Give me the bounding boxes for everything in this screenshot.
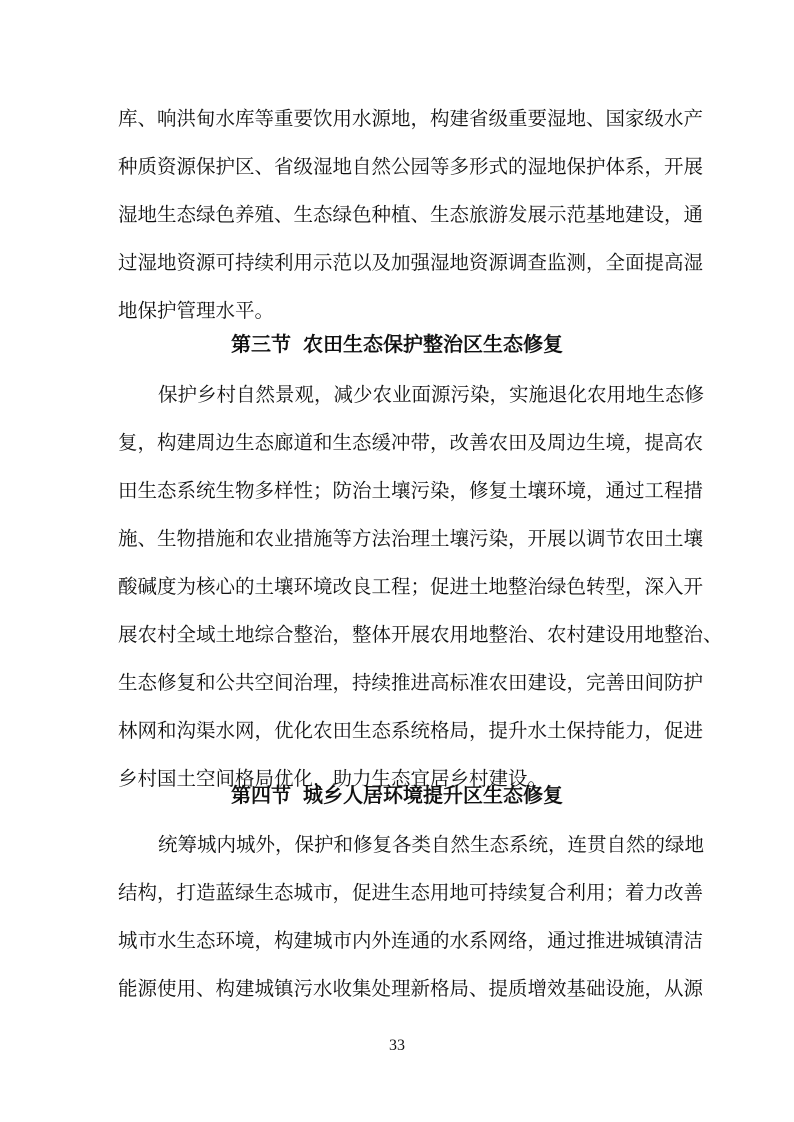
- paragraph-line: 酸碱度为核心的土壤环境改良工程；促进土地整治绿色转型，深入开: [118, 575, 704, 598]
- section-heading-3: [0, 331, 794, 357]
- paragraph-line: 城市水生态环境，构建城市内外连通的水系网络，通过推进城镇清洁: [118, 929, 704, 952]
- paragraph-line: 田生态系统生物多样性；防治土壤污染，修复土壤环境，通过工程措: [118, 479, 704, 502]
- paragraph-line: 地保护管理水平。: [118, 299, 275, 322]
- paragraph-line: 林网和沟渠水网，优化农田生态系统格局，提升水土保持能力，促进: [118, 719, 704, 742]
- paragraph-line: 种质资源保护区、省级湿地自然公园等多形式的湿地保护体系，开展: [118, 155, 704, 178]
- paragraph-line: 能源使用、构建城镇污水收集处理新格局、提质增效基础设施，从源: [118, 977, 704, 1000]
- section-heading-4: [0, 782, 794, 808]
- paragraph-farmland-restoration: [118, 383, 723, 791]
- section-title: 城乡人居环境提升区生态修复: [303, 783, 563, 807]
- paragraph-line: 保护乡村自然景观，减少农业面源污染，实施退化农用地生态修: [158, 383, 705, 406]
- section-number: 第三节: [231, 332, 291, 356]
- paragraph-line: 统筹城内城外，保护和修复各类自然生态系统，连贯自然的绿地: [158, 833, 705, 856]
- section-title: 农田生态保护整治区生态修复: [303, 332, 563, 356]
- paragraph-line: 展农村全域土地综合整治，整体开展农用地整治、农村建设用地整治、: [118, 623, 723, 646]
- paragraph-line: 复，构建周边生态廊道和生态缓冲带，改善农田及周边生境，提高农: [118, 431, 704, 454]
- paragraph-line: 施、生物措施和农业措施等方法治理土壤污染，开展以调节农田土壤: [118, 527, 704, 550]
- paragraph-line: 生态修复和公共空间治理，持续推进高标准农田建设，完善田间防护: [118, 671, 704, 694]
- paragraph-urban-restoration: [118, 833, 705, 1001]
- paragraph-line: 乡村国土空间格局优化，助力生态宜居乡村建设。: [118, 767, 548, 790]
- page-number: 33: [389, 1037, 405, 1054]
- paragraph-line: 过湿地资源可持续利用示范以及加强湿地资源调查监测，全面提高湿: [118, 251, 704, 274]
- paragraph-line: 结构，打造蓝绿生态城市，促进生态用地可持续复合利用；着力改善: [118, 881, 704, 904]
- section-number: 第四节: [231, 783, 291, 807]
- paragraph-line: 湿地生态绿色养殖、生态绿色种植、生态旅游发展示范基地建设，通: [118, 203, 704, 226]
- paragraph-line: 库、响洪甸水库等重要饮用水源地，构建省级重要湿地、国家级水产: [118, 107, 704, 130]
- paragraph-wetland-protection: [118, 107, 704, 323]
